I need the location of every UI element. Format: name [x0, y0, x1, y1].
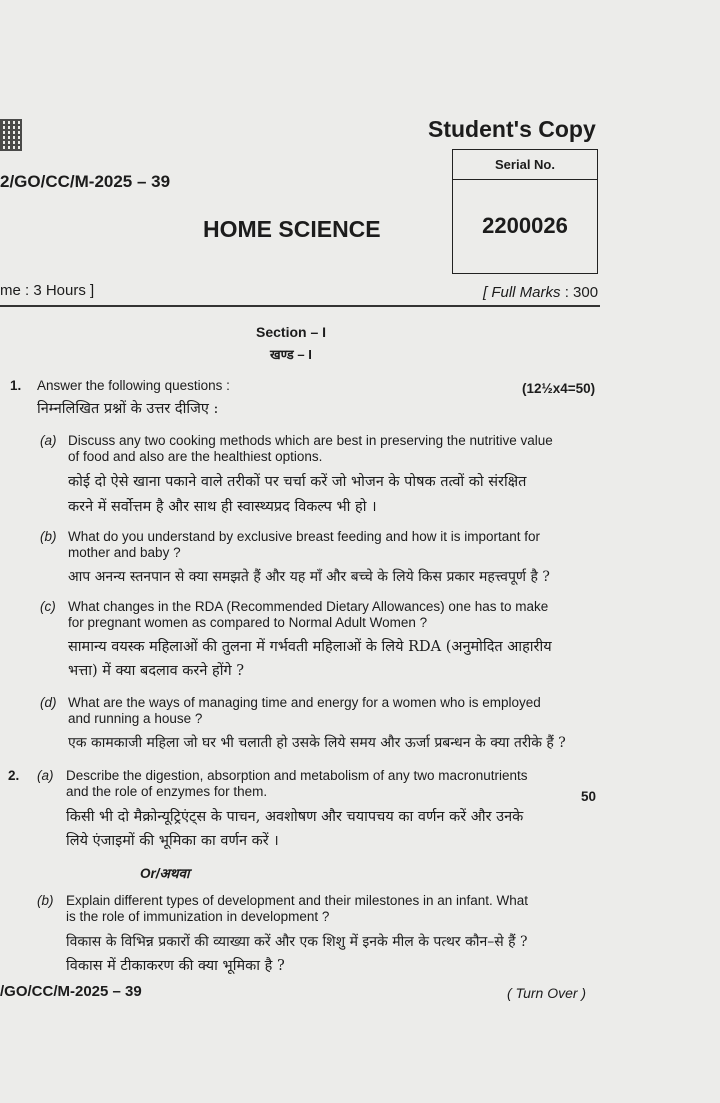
q2b-text-2: is the role of immunization in development ?	[66, 909, 330, 924]
q1a-text-1: Discuss any two cooking methods which are best in preserving the nutritive value	[68, 433, 553, 448]
q1a-hindi-1: कोई दो ऐसे खाना पकाने वाले तरीकों पर चर्चा करें जो भोजन के पोषक तत्वों को संरक्षित	[68, 474, 527, 490]
serial-number-box	[452, 149, 598, 274]
q1b-text-1: What do you understand by exclusive breast feeding and how it is important for	[68, 529, 541, 544]
q2a-hindi-2: लिये एंजाइमों की भूमिका का वर्णन करें ।	[66, 833, 279, 849]
serial-number: 2200026	[482, 213, 568, 238]
q2a-hindi-1: किसी भी दो मैक्रोन्यूट्रिएंट्स के पाचन, अवशोषण और चयापचय का वर्णन करें और उनके	[66, 809, 524, 825]
q1d-label: (d)	[40, 695, 57, 710]
section-title: Section – I	[256, 324, 327, 340]
q1-number: 1.	[10, 378, 22, 393]
footer-paper-code: /GO/CC/M-2025 – 39	[0, 983, 142, 1000]
q1d-hindi-1: एक कामकाजी महिला जो घर भी चलाती हो उसके लिये समय और ऊर्जा प्रबन्धन के क्या तरीके हैं ?	[68, 735, 566, 751]
qr-code	[0, 119, 22, 151]
or-divider: Or/अथवा	[140, 866, 190, 881]
q2b-hindi-2: विकास में टीकाकरण की क्या भूमिका है ?	[66, 958, 285, 974]
q1a-text-2: of food and also are the healthiest options.	[68, 449, 323, 464]
q1b-hindi-1: आप अनन्य स्तनपान से क्या समझते हैं और यह माँ और बच्चे के लिये किस प्रकार महत्त्वपूर्ण है ?	[68, 569, 550, 585]
q1c-text-2: for pregnant women as compared to Normal Adult Women ?	[68, 615, 428, 630]
q2-marks: 50	[581, 789, 597, 804]
q1d-text-2: and running a house ?	[68, 711, 203, 726]
q1-marks: (12½x4=50)	[522, 381, 596, 396]
q1-prompt-hindi: निम्नलिखित प्रश्नों के उत्तर दीजिए :	[37, 401, 219, 417]
q1-prompt: Answer the following questions :	[37, 378, 230, 393]
q1c-text-1: What changes in the RDA (Recommended Dietary Allowances) one has to make	[68, 599, 549, 614]
q1c-label: (c)	[40, 599, 56, 614]
paper-code: 2/GO/CC/M-2025 – 39	[0, 172, 171, 191]
q2b-label: (b)	[37, 893, 54, 908]
q2a-label: (a)	[37, 768, 54, 783]
q2b-hindi-1: विकास के विभिन्न प्रकारों की व्याख्या करें और एक शिशु में इनके मील के पत्थर कौन–से हैं ?	[66, 934, 528, 950]
q1a-label: (a)	[40, 433, 57, 448]
section-title-hindi: खण्ड – I	[270, 347, 312, 362]
full-marks-value: : 300	[564, 284, 599, 301]
q2-number: 2.	[8, 768, 20, 783]
full-marks-label: [ Full Marks	[483, 284, 561, 301]
full-marks	[483, 284, 598, 301]
q2a-text-1: Describe the digestion, absorption and metabolism of any two macronutrients	[66, 768, 528, 783]
header-divider	[0, 305, 600, 307]
serial-label: Serial No.	[453, 150, 597, 180]
subject-title: HOME SCIENCE	[203, 216, 381, 242]
time-allowed: me : 3 Hours ]	[0, 282, 95, 299]
turn-over: ( Turn Over )	[507, 985, 587, 1001]
q2a-text-2: and the role of enzymes for them.	[66, 784, 268, 799]
q1b-label: (b)	[40, 529, 57, 544]
students-copy-label: Student's Copy	[428, 116, 596, 142]
q1b-text-2: mother and baby ?	[68, 545, 181, 560]
q1c-hindi-2: भत्ता) में क्या बदलाव करने होंगे ?	[68, 663, 245, 679]
q2b-text-1: Explain different types of development and their milestones in an infant. What	[66, 893, 529, 908]
q1a-hindi-2: करने में सर्वोत्तम है और साथ ही स्वास्थ्यप्रद विकल्प भी हो ।	[68, 499, 377, 515]
q1d-text-1: What are the ways of managing time and energy for a women who is employed	[68, 695, 541, 710]
q1c-hindi-1: सामान्य वयस्क महिलाओं की तुलना में गर्भवती महिलाओं के लिये RDA (अनुमोदित आहारीय	[68, 639, 552, 655]
